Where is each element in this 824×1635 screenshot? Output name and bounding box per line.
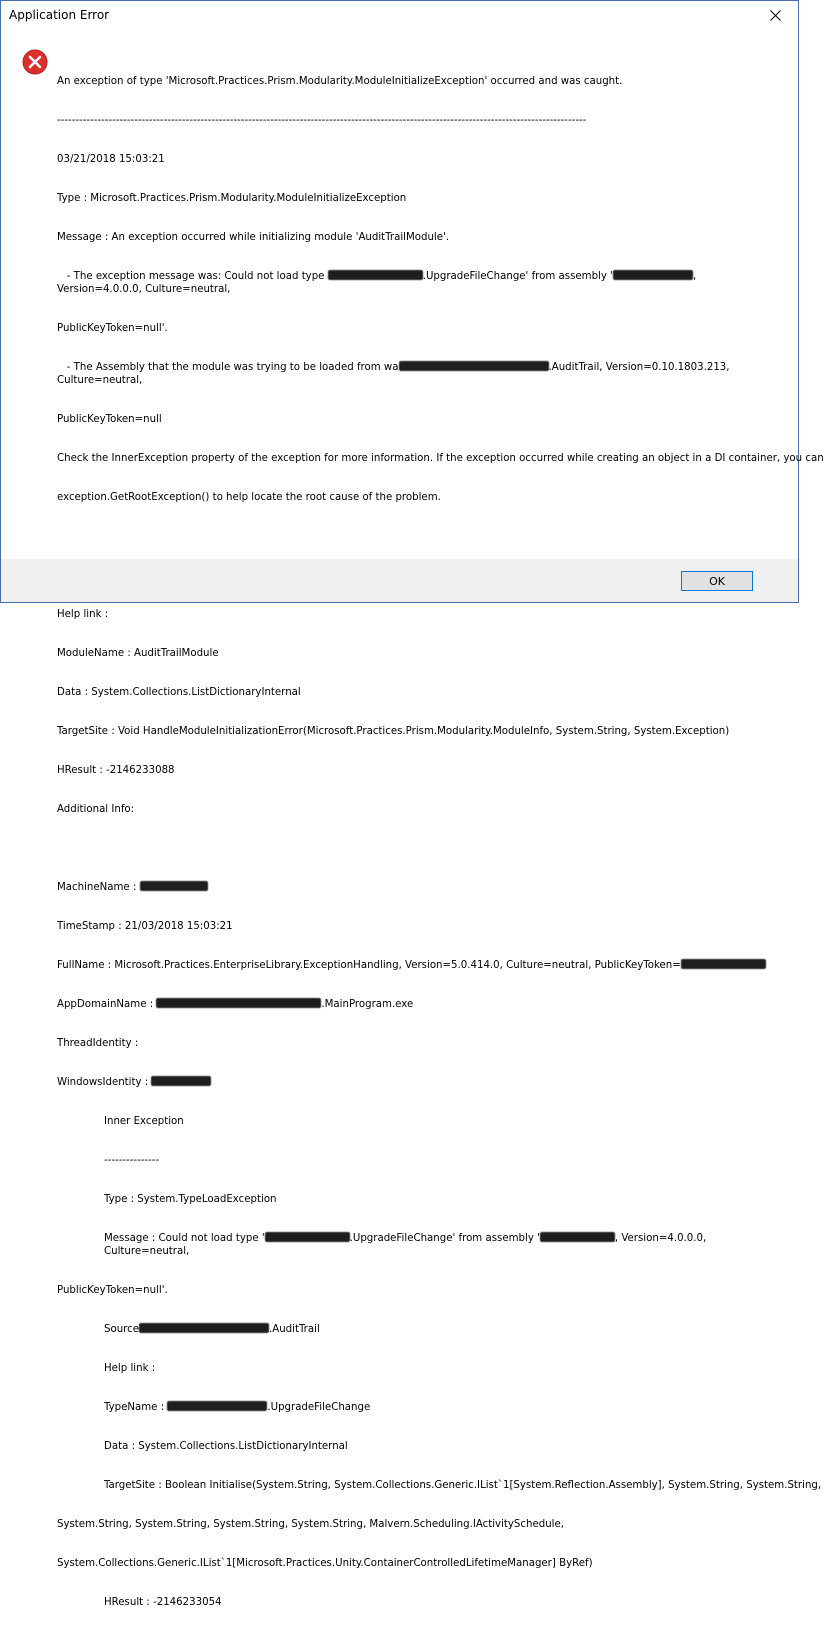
inner-typename-line: TypeName : .UpgradeFileChange bbox=[104, 1402, 371, 1413]
app-domain-line: AppDomainName : .MainProgram.exe bbox=[57, 999, 414, 1010]
title-bar bbox=[1, 1, 798, 31]
window-title: Application Error bbox=[9, 8, 110, 22]
machine-name-line: MachineName : bbox=[57, 881, 778, 894]
type-line: Type : Microsoft.Practices.Prism.Modularity.ModuleInitializeException bbox=[57, 193, 407, 204]
redacted-block bbox=[156, 998, 321, 1008]
detail-line-2: - The Assembly that the module was trying to be loaded from wa .AuditTrail, Version=0.10.1803.213, Culture=neutral, bbox=[57, 362, 733, 386]
inner-message-line-b: PublicKeyToken=null'. bbox=[57, 1285, 168, 1296]
redacted-block bbox=[140, 881, 208, 891]
inner-target-site-line: TargetSite : Boolean Initialise(System.String, System.Collections.Generic.IList`1[System.Reflection.Assembly], System.String, System.String, bbox=[104, 1480, 822, 1491]
redacted-block bbox=[139, 1323, 269, 1333]
error-message bbox=[57, 49, 824, 1635]
close-icon bbox=[770, 10, 781, 21]
inner-target-site-line-c: System.Collections.Generic.IList`1[Microsoft.Practices.Unity.ContainerControlledLifetimeManager] ByRef) bbox=[57, 1558, 593, 1569]
module-name-line: ModuleName : AuditTrailModule bbox=[57, 648, 219, 659]
redacted-block bbox=[540, 1232, 615, 1242]
detail-line-3: Check the InnerException property of the exception for more information. If the exception occurred while creating an object in a DI container, you can bbox=[57, 453, 824, 464]
redacted-block bbox=[681, 959, 766, 969]
inner-separator: --------------- bbox=[104, 1155, 160, 1166]
redacted-block bbox=[613, 270, 693, 280]
thread-identity-line: ThreadIdentity : bbox=[57, 1038, 139, 1049]
inner-hresult-line: HResult : -2146233054 bbox=[104, 1597, 222, 1608]
hresult-line: HResult : -2146233088 bbox=[57, 765, 175, 776]
data-line: Data : System.Collections.ListDictionaryInternal bbox=[57, 687, 301, 698]
message-line: Message : An exception occurred while initializing module 'AuditTrailModule'. bbox=[57, 232, 450, 243]
inner-exception-label: Inner Exception bbox=[104, 1116, 184, 1127]
inner-help-link-line: Help link : bbox=[104, 1363, 156, 1374]
additional-info-line: Additional Info: bbox=[57, 804, 135, 815]
help-link-line: Help link : bbox=[57, 609, 109, 620]
error-icon bbox=[22, 49, 48, 75]
close-button[interactable] bbox=[753, 1, 798, 30]
separator-line: ------------------------------------------------------------------------------------------------------------------------------------------------ bbox=[57, 115, 587, 126]
inner-source-line: Source .AuditTrail bbox=[104, 1324, 320, 1335]
full-name-line: FullName : Microsoft.Practices.EnterpriseLibrary.ExceptionHandling, Version=5.0.414.0, Culture=neutral, PublicKeyToken= bbox=[57, 959, 778, 972]
time-stamp-line: TimeStamp : 21/03/2018 15:03:21 bbox=[57, 921, 233, 932]
detail-line-1b: PublicKeyToken=null'. bbox=[57, 323, 168, 334]
redacted-block bbox=[167, 1401, 267, 1411]
detail-line-2b: PublicKeyToken=null bbox=[57, 414, 162, 425]
detail-line-3b: exception.GetRootException() to help locate the root cause of the problem. bbox=[57, 492, 441, 503]
redacted-block bbox=[265, 1232, 350, 1242]
redacted-block bbox=[328, 270, 423, 280]
inner-type-line: Type : System.TypeLoadException bbox=[104, 1194, 277, 1205]
detail-line-1: - The exception message was: Could not load type .UpgradeFileChange' from assembly ' , Version=4.0.0.0, Culture=neutral, bbox=[57, 271, 700, 295]
button-bar bbox=[1, 559, 798, 602]
target-site-line: TargetSite : Void HandleModuleInitializationError(Microsoft.Practices.Prism.Modularity.ModuleInfo, System.String, System.Exception) bbox=[57, 726, 730, 737]
redacted-block bbox=[151, 1076, 211, 1086]
timestamp: 03/21/2018 15:03:21 bbox=[57, 154, 165, 165]
windows-identity-line: WindowsIdentity : bbox=[57, 1076, 778, 1089]
redacted-block bbox=[399, 361, 549, 371]
inner-message-line: Message : Could not load type ' .UpgradeFileChange' from assembly ' , Version=4.0.0.0, Culture=neutral, bbox=[104, 1233, 710, 1257]
inner-data-line: Data : System.Collections.ListDictionaryInternal bbox=[104, 1441, 348, 1452]
ok-button[interactable]: OK bbox=[681, 571, 753, 591]
header-text: An exception of type 'Microsoft.Practices.Prism.Modularity.ModuleInitializeException' occurred and was caught. bbox=[57, 76, 623, 87]
inner-target-site-line-b: System.String, System.String, System.String, System.String, Malvern.Scheduling.IActivitySchedule, bbox=[57, 1519, 564, 1530]
